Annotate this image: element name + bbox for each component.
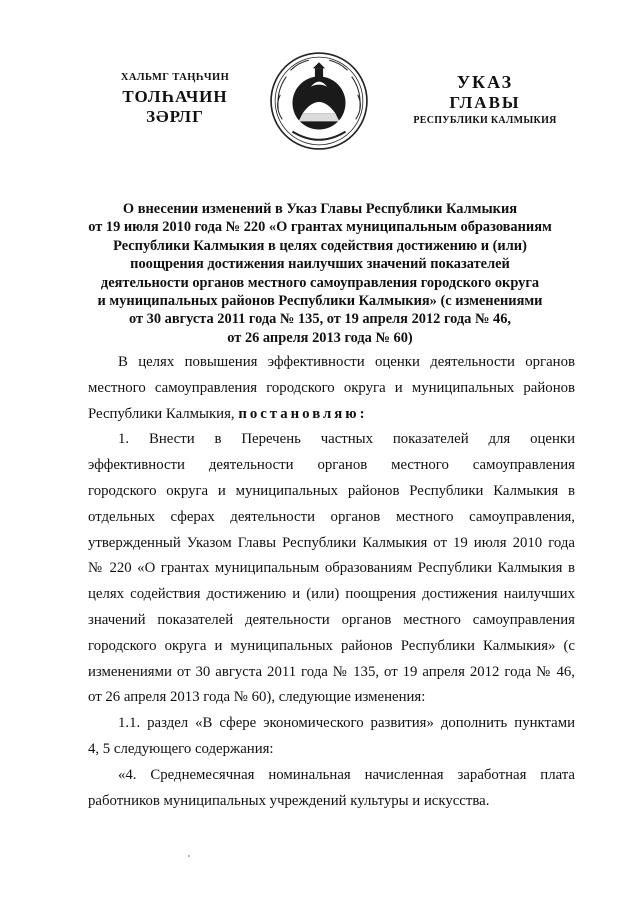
body-line: изменениями от 30 августа 2011 года № 135, от 19 апреля 2012 года № 46, [88,663,575,680]
body-line: «4. Среднемесячная номинальная начисленная заработная плата [118,766,575,783]
body-line: целях содействия достижению и (или) поощрения достижения наилучших [88,586,575,603]
title-line: О внесении изменений в Указ Главы Республики Калмыкия [122,201,518,217]
body-line: от 26 апреля 2013 года № 60), следующие изменения: [88,689,426,706]
title-line: деятельности органов местного самоуправления городского округа [100,274,540,291]
body-line: 1. Внести в Перечень частных показателей для оценки [118,431,575,448]
body-line: отдельных сферах деятельности органов местного самоуправления, [88,508,575,525]
body-line: местного самоуправления городского округа и муниципальных районов [88,379,575,396]
paragraph-item-1 [88,427,575,711]
body-line: № 220 «О грантах муниципальным образованиям Республики Калмыкия в [88,560,575,577]
title-line: от 26 апреля 2013 года № 60) [227,329,413,346]
header-kalmyk-line-1: ХАЛЬМГ ТАҢҺЧИН [120,72,230,83]
header-russian-line-2: ГЛАВЫ [449,92,521,112]
body-line: работников муниципальных учреждений культуры и искусства. [88,792,490,809]
body-line: значений показателей деятельности органов местного самоуправления [88,611,575,628]
body-line: В целях повышения эффективности оценки деятельности органов [118,354,575,370]
coat-of-arms-icon [268,50,370,152]
paragraph-item-1-1 [88,711,575,763]
preamble-prefix: Республики Калмыкия, [88,405,239,422]
paragraph-preamble [88,350,575,427]
scan-speck [188,855,190,857]
header-russian [395,72,575,127]
title-line: поощрения достижения наилучших значений показателей [130,256,510,273]
body-line: городского округа и муниципальных районов Республики Калмыкия» (с [88,637,575,654]
body-line [88,402,575,428]
title-line: Республики Калмыкия в целях содействия достижению и (или) [113,237,527,254]
decree-title [60,200,580,347]
document-header [0,50,640,160]
body-line: 1.1. раздел «В сфере экономического развития» дополнить пунктами [118,715,575,732]
title-line: от 19 июля 2010 года № 220 «О грантах муниципальным образованиям [88,219,552,236]
title-line: и муниципальных районов Республики Калмыкия» (с изменениями [97,293,543,310]
body-line: утвержденный Указом Главы Республики Калмыкия от 19 июля 2010 года [88,534,575,551]
header-kalmyk-line-2: ТОЛҺАЧИН [122,87,228,107]
header-kalmyk-line-3: ЗӘРЛГ [146,106,204,126]
paragraph-item-4 [88,763,575,815]
body-line: 4, 5 следующего содержания: [88,740,274,757]
body-line: эффективности деятельности органов местного самоуправления [88,457,575,474]
resolve-word: постановляю: [238,405,368,422]
decree-body [88,350,575,814]
body-line: городского округа и муниципальных районов Республики Калмыкия в [88,482,575,499]
header-russian-line-1: УКАЗ [456,72,514,92]
header-russian-line-3: РЕСПУБЛИКИ КАЛМЫКИЯ [413,115,557,127]
header-kalmyk [100,72,250,126]
title-line: от 30 августа 2011 года № 135, от 19 апреля 2012 года № 46, [128,311,512,328]
